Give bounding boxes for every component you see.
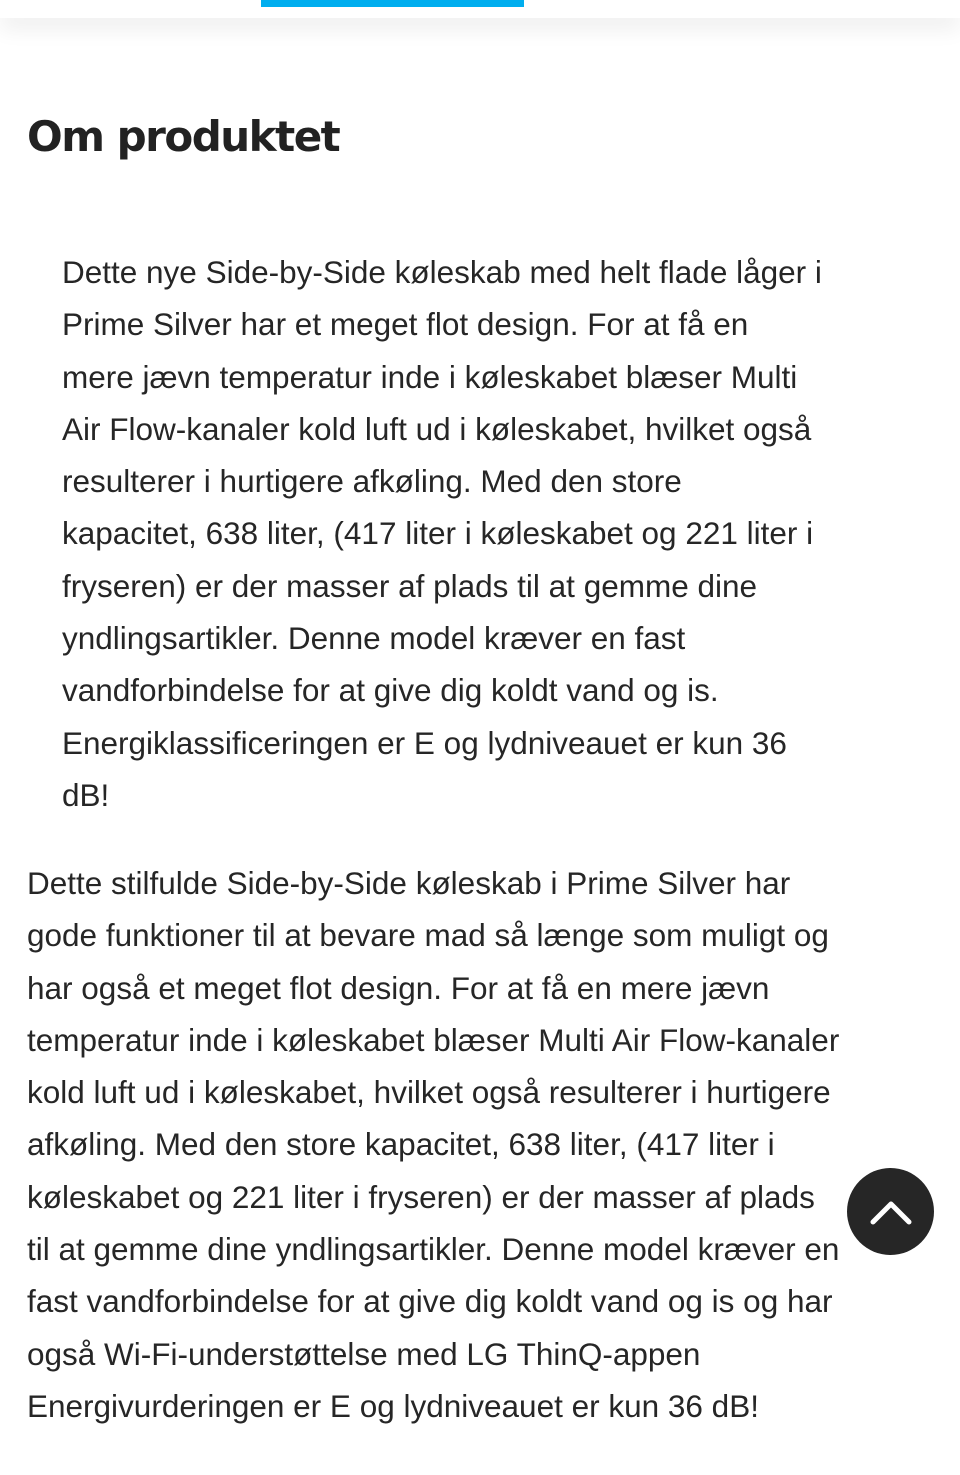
paragraph-line: har også et meget flot design. For at få en mere jævn	[27, 969, 770, 1006]
paragraph-line: Dette stilfulde Side-by-Side køleskab i Prime Silver har	[27, 865, 791, 901]
paragraph-line: gode funktioner til at bevare mad så længe som muligt og	[27, 917, 829, 954]
paragraph-line: fast vandforbindelse for at give dig koldt vand og is og har	[27, 1283, 833, 1320]
paragraph-line: Prime Silver har et meget flot design. For at få en	[62, 306, 749, 343]
product-description-secondary	[27, 857, 839, 1432]
paragraph-line: kold luft ud i køleskabet, hvilket også resulterer i hurtigere	[27, 1074, 831, 1111]
section-title: Om produktet	[27, 112, 340, 161]
paragraph-line: fryseren) er der masser af plads til at gemme dine	[62, 567, 758, 604]
product-description-primary	[62, 246, 822, 821]
paragraph-line: Air Flow-kanaler kold luft ud i køleskabet, hvilket også	[62, 410, 812, 447]
paragraph-line: resulterer i hurtigere afkøling. Med den store	[62, 463, 682, 500]
active-tab-indicator	[261, 0, 524, 7]
paragraph-line: Dette nye Side-by-Side køleskab med helt flade låger i	[62, 254, 822, 290]
paragraph-line: også Wi-Fi-understøttelse med LG ThinQ-appen	[27, 1335, 701, 1372]
paragraph-line: køleskabet og 221 liter i fryseren) er der masser af plads	[27, 1178, 815, 1215]
paragraph-line: mere jævn temperatur inde i køleskabet blæser Multi	[62, 358, 798, 395]
paragraph-line: afkøling. Med den store kapacitet, 638 liter, (417 liter i	[27, 1126, 775, 1163]
chevron-up-icon	[869, 1198, 913, 1226]
paragraph-line: kapacitet, 638 liter, (417 liter i køleskabet og 221 liter i	[62, 515, 814, 552]
paragraph-line: temperatur inde i køleskabet blæser Multi Air Flow-kanaler	[27, 1021, 840, 1058]
scroll-to-top-button[interactable]	[847, 1168, 934, 1255]
paragraph-line: Energiklassificeringen er E og lydniveauet er kun 36	[62, 724, 787, 761]
paragraph-line: vandforbindelse for at give dig koldt vand og is.	[62, 672, 719, 709]
paragraph-line: yndlingsartikler. Denne model kræver en fast	[62, 620, 686, 657]
paragraph-line: Energivurderingen er E og lydniveauet er kun 36 dB!	[27, 1387, 759, 1424]
top-navigation-bar	[0, 0, 960, 18]
paragraph-line: til at gemme dine yndlingsartikler. Denne model kræver en	[27, 1231, 840, 1268]
paragraph-line: dB!	[62, 776, 110, 813]
